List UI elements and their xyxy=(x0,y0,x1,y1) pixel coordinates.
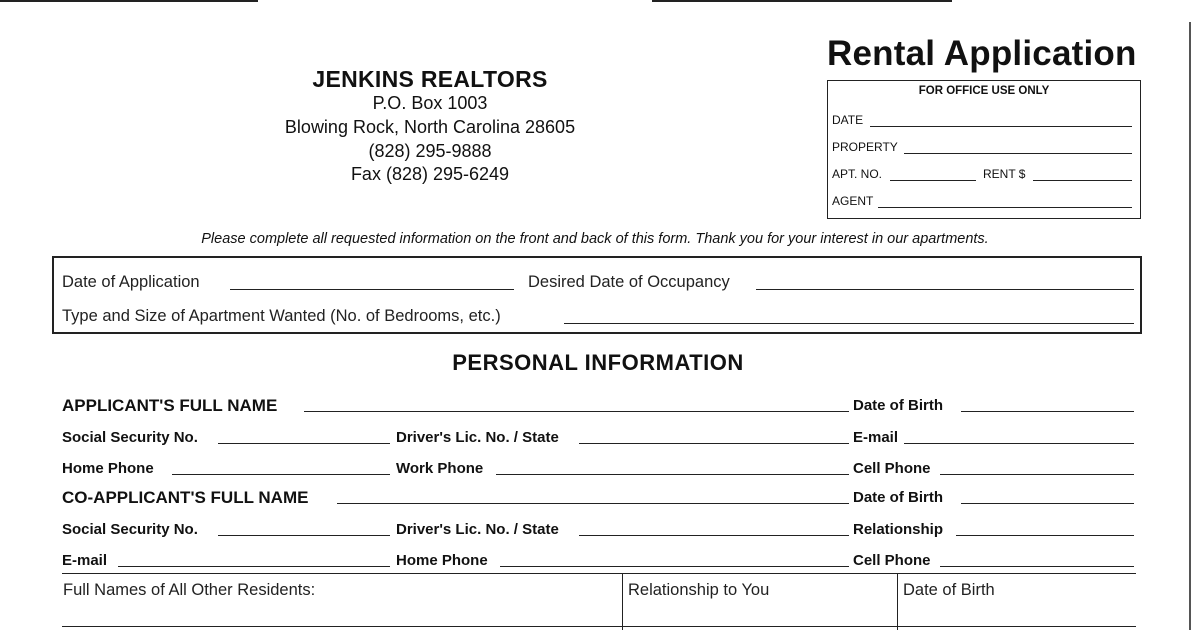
co-applicant-ssn-label: Social Security No. xyxy=(62,521,198,538)
application-box xyxy=(52,256,1142,334)
company-name: JENKINS REALTORS xyxy=(312,66,548,92)
applicant-home-phone-field[interactable] xyxy=(172,474,390,475)
applicant-cell-phone-field[interactable] xyxy=(940,474,1134,475)
co-applicant-license-label: Driver's Lic. No. / State xyxy=(396,521,559,538)
co-applicant-ssn-field[interactable] xyxy=(218,535,390,536)
relationship-to-you-label: Relationship to You xyxy=(628,581,770,599)
date-of-application-label: Date of Application xyxy=(62,273,200,291)
co-applicant-cell-phone-label: Cell Phone xyxy=(853,552,931,569)
office-property-label: PROPERTY xyxy=(832,140,898,154)
applicant-dob-field[interactable] xyxy=(961,411,1134,412)
company-phone: (828) 295-9888 xyxy=(368,141,492,161)
office-use-box xyxy=(827,80,1141,219)
applicant-dob-label: Date of Birth xyxy=(853,397,943,414)
apartment-type-label: Type and Size of Apartment Wanted (No. of Bedrooms, etc.) xyxy=(62,307,501,325)
office-rent-label: RENT $ xyxy=(983,167,1026,181)
office-date-label: DATE xyxy=(832,113,864,127)
company-fax: Fax (828) 295-6249 xyxy=(350,164,510,184)
desired-date-label: Desired Date of Occupancy xyxy=(528,273,730,291)
office-date-field[interactable] xyxy=(870,126,1132,127)
other-residents-label: Full Names of All Other Residents: xyxy=(63,581,316,599)
office-apt-no-field[interactable] xyxy=(890,180,976,181)
co-applicant-email-field[interactable] xyxy=(118,566,390,567)
office-property-field[interactable] xyxy=(904,153,1132,154)
applicant-ssn-field[interactable] xyxy=(218,443,390,444)
applicant-ssn-label: Social Security No. xyxy=(62,429,198,446)
applicant-work-phone-label: Work Phone xyxy=(396,460,484,477)
co-applicant-relationship-field[interactable] xyxy=(956,535,1134,536)
date-of-application-field[interactable] xyxy=(230,289,514,290)
applicant-email-label: E-mail xyxy=(853,429,899,446)
residents-column-divider xyxy=(897,574,898,630)
co-applicant-home-phone-label: Home Phone xyxy=(396,552,488,569)
office-use-heading: FOR OFFICE USE ONLY xyxy=(918,85,1050,97)
office-agent-field[interactable] xyxy=(878,207,1132,208)
company-address-line2: Blowing Rock, North Carolina 28605 xyxy=(284,117,576,137)
co-applicant-email-label: E-mail xyxy=(62,552,108,569)
co-applicant-name-field[interactable] xyxy=(337,503,849,504)
co-applicant-license-field[interactable] xyxy=(579,535,849,536)
applicant-name-label: APPLICANT'S FULL NAME xyxy=(62,396,278,415)
personal-info-heading: PERSONAL INFORMATION xyxy=(452,350,744,375)
applicant-home-phone-label: Home Phone xyxy=(62,460,154,477)
applicant-email-field[interactable] xyxy=(904,443,1134,444)
form-title: Rental Application xyxy=(827,34,1137,73)
scan-edge-mark xyxy=(0,0,258,2)
applicant-cell-phone-label: Cell Phone xyxy=(853,460,931,477)
applicant-name-field[interactable] xyxy=(304,411,849,412)
office-rent-field[interactable] xyxy=(1033,180,1132,181)
resident-row-line[interactable] xyxy=(62,626,1136,627)
co-applicant-dob-label: Date of Birth xyxy=(853,489,943,506)
applicant-license-field[interactable] xyxy=(579,443,849,444)
desired-date-field[interactable] xyxy=(756,289,1134,290)
instructions-text: Please complete all requested information on the front and back of this form. Thank you for your interest in our apartments. xyxy=(201,231,989,247)
office-agent-label: AGENT xyxy=(832,194,874,208)
co-applicant-relationship-label: Relationship xyxy=(853,521,944,538)
applicant-license-label: Driver's Lic. No. / State xyxy=(396,429,559,446)
company-address-line1: P.O. Box 1003 xyxy=(372,93,488,113)
co-applicant-home-phone-field[interactable] xyxy=(500,566,849,567)
residents-table-top-rule xyxy=(62,573,1136,574)
apartment-type-field[interactable] xyxy=(564,323,1134,324)
co-applicant-name-label: CO-APPLICANT'S FULL NAME xyxy=(62,488,309,507)
office-apt-no-label: APT. NO. xyxy=(832,167,883,181)
scan-edge-mark xyxy=(652,0,952,2)
co-applicant-dob-field[interactable] xyxy=(961,503,1134,504)
scan-edge-mark xyxy=(1189,22,1191,630)
resident-dob-label: Date of Birth xyxy=(903,581,995,599)
applicant-work-phone-field[interactable] xyxy=(496,474,849,475)
co-applicant-cell-phone-field[interactable] xyxy=(940,566,1134,567)
residents-column-divider xyxy=(622,574,623,630)
